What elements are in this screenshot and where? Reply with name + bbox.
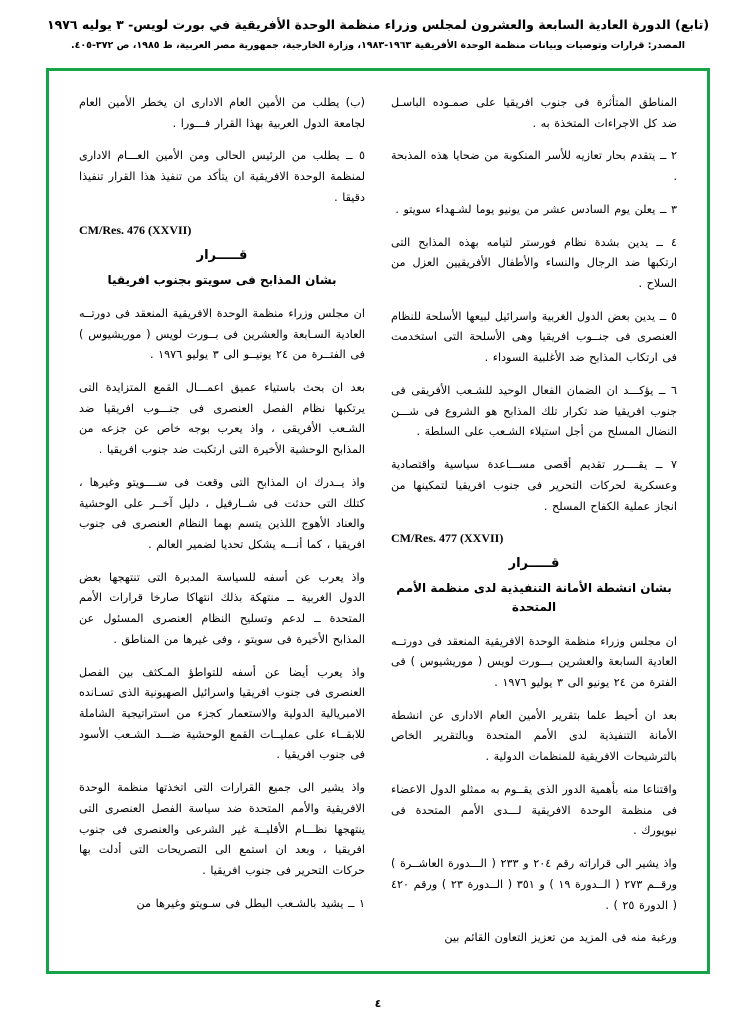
paragraph: ٣ ــ يعلن يوم السادس عشر من يونيو يوما لشـهداء سويتو .: [395, 202, 677, 216]
resolution-heading: قـــــرار: [508, 556, 560, 572]
resolution-code: CM/Res. 477 (XXVII): [391, 531, 504, 546]
page-number: ٤: [374, 997, 382, 1010]
paragraph: المناطق المتأثرة فى جنوب افريقيا على صمـوده الباسـل ضد كل الاجراءات المتخذة به .: [391, 96, 677, 130]
header-source: المصدر: قرارات وتوصيات وبيانات منظمة الوحدة الأفريقية ١٩٦٣-١٩٨٣، وزارة الخارجية، جمهورية مصر العربية، ط ١٩٨٥، ص ٣٧٢-٤٠٥.: [70, 39, 686, 51]
paragraph: ١ ــ يشيد بالشـعب البطل فى سـويتو وغيرها من: [136, 896, 365, 910]
paragraph: (ب) يطلب من الأمين العام الادارى ان يخطر الأمين العام لجامعة الدول العربية بهذا القرار فـــورا .: [79, 96, 365, 130]
column-left: [391, 93, 681, 955]
paragraph: ٥ ــ يدين بعض الدول الغربية واسرائيل لبيعها الأسلحة للنظام العنصرى فى جنــوب افريقيا وهى الأسلحة التى استخدمت فى ارتكاب المذابح ضد الأغلبية السوداء .: [391, 309, 677, 365]
column-right: [75, 93, 365, 955]
paragraph: واذ يعرب أيضا عن أسفه للتواطؤ المـكثف بين الفصل العنصرى فى جنوب افريقيا واسرائيل الصهيونية الذى تسـانده الامبريالية الدولية والاستعمار كجزء من استراتيجية الشاملة للابقــاء على عمليــات القمع الوحشية ضـــد الشـعب الأسود فى جنوب افريقيا .: [79, 665, 365, 762]
resolution-heading: قـــــرار: [196, 247, 248, 263]
paragraph: واذ يشير الى جميع القرارات التى اتخذتها منظمة الوحدة الافريقية والأمم المتحدة ضد سياسة الفصل العنصرى التى ينتهجها نظـــام الأقليــة غير الشرعى والعنصرى فى جنوب افريقيا ، وبعد ان استمع الى التصريحات التى أدلت بها حركات التحرير فى جنوب افريقيا .: [79, 781, 365, 878]
paragraph: ٥ ــ يطلب من الرئيس الحالى ومن الأمين العـــام الادارى لمنظمة الوحدة الافريقية ان يتأكد من تنفيذ هذا القرار تنفيذا دقيقا .: [79, 149, 365, 204]
paragraph: بعد ان بحث باستياء عميق اعمـــال القمع المتزايدة التى يرتكبها نظام الفصل العنصرى فى جنـــوب افريقيا ضد الشـعب الأفريقى ، واذ يعرب بوجه خاص عن جزعه من المذابح الوحشية الأخيرة التى ارتكبت ضد جنوب افريقيا .: [79, 380, 365, 457]
content-columns: [49, 71, 707, 971]
page-header: [0, 0, 756, 57]
paragraph: واذ يــدرك ان المذابح التى وقعت فى ســــويتو وغيرها ، كتلك التى حدثت فى شــارفيل ، دليل آخــر على الوحشية والعناد الأهوج اللذين يتسم بهما النظام العنصرى فى جنوب افريقيا ، كما أنـــه يشكل تحديا لضمير العالم .: [79, 475, 365, 551]
paragraph: واقتناعا منه بأهمية الدور الذى يقــوم به ممثلو الدول الاعضاء فى منظمة الوحدة الافريقية لـــدى الأمم المتحدة فى نيويورك .: [391, 782, 677, 838]
paragraph: ٤ ــ يدين بشدة نظام فورستر لتيامه بهذه المذابح التى ارتكبها ضد الرجال والنساء والأطفال الأفريقيين العزل من السلاح .: [391, 235, 677, 291]
paragraph: ان مجلس وزراء منظمة الوحدة الافريقية المنعقد فى دورتــه العادية السابعة والعشرين بـــورت لويس ( موريشيوس ) فى الفترة من ٢٤ يونيو الى ٣ يوليو ١٩٧٦ .: [391, 634, 677, 690]
content-frame: [46, 68, 710, 974]
resolution-code: CM/Res. 476 (XXVII): [79, 222, 192, 237]
paragraph: ٦ ــ يؤكـــد ان الضمان الفعال الوحيد للشـعب الأفريقى فى جنوب افريقيا ضد تكرار تلك المذابح هو الشروع فى شـــن النضال المسلح من أجل استيلاء الشـعب على السلطة .: [391, 383, 677, 439]
paragraph: ورغبة منه فى المزيد من تعزيز التعاون القائم بين: [444, 931, 677, 945]
resolution-subject: بشان المذابح فى سويتو بجنوب افريقيا: [107, 272, 337, 287]
paragraph: واذ يشير الى قراراته رقم ٢٠٤ و ٢٣٣ ( الـــدورة العاشــرة ) ورقــم ٢٧٣ ( الــدورة ١٩ ) و ٣٥١ ( الــدورة ٢٣ ) ورقم ٤٢٠ ( الدورة ٢٥ ) .: [391, 857, 678, 912]
paragraph: بعد ان أحيط علما بتقرير الأمين العام الادارى عن انشطة الأمانة التنفيذية لدى الأمم المتحدة وبالتقرير الخاص بالترشيحات الافريقية للمنظمات الدولية .: [391, 708, 677, 764]
resolution-subject: بشان انشطة الأمانة التنفيذية لدى منظمة الأمم المتحدة: [396, 581, 672, 615]
paragraph: ان مجلس وزراء منظمة الوحدة الافريقية المنعقد فى دورتــه العادية السـابعة والعشرين فى بــورت لويس ( موريشيوس ) فى الفتــرة من ٢٤ يونيــو الى ٣ يوليو ١٩٧٦ .: [79, 306, 365, 362]
paragraph: واذ يعرب عن أسفه للسياسة المدبرة التى تنتهجها بعض الدول الغربية ــ منتهكة بذلك انتهاكا صارخا قرارات الأمم المتحدة ــ لدعم وتسليح النظام العنصرى المسئول عن المذابح الأخيرة فى سويتو ، وفى غيرها من المناطق .: [79, 570, 365, 646]
paragraph: ٢ ــ يتقدم بحار تعازيه للأسر المنكوبة من ضحايا هذه المذبحة .: [391, 149, 677, 184]
header-title: (تابع) الدورة العادية السابعة والعشرون لمجلس وزراء منظمة الوحدة الأفريقية في بورت لويس- ٣ يوليه ١٩٧٦: [46, 17, 710, 32]
paragraph: ٧ ــ يقــــرر تقديم أقصى مســـاعدة سياسية واقتصادية وعسكرية لحركات التحرير فى جنوب افريقيا لتمكينها من انجاز عملية الكفاح المسلح .: [391, 458, 677, 513]
